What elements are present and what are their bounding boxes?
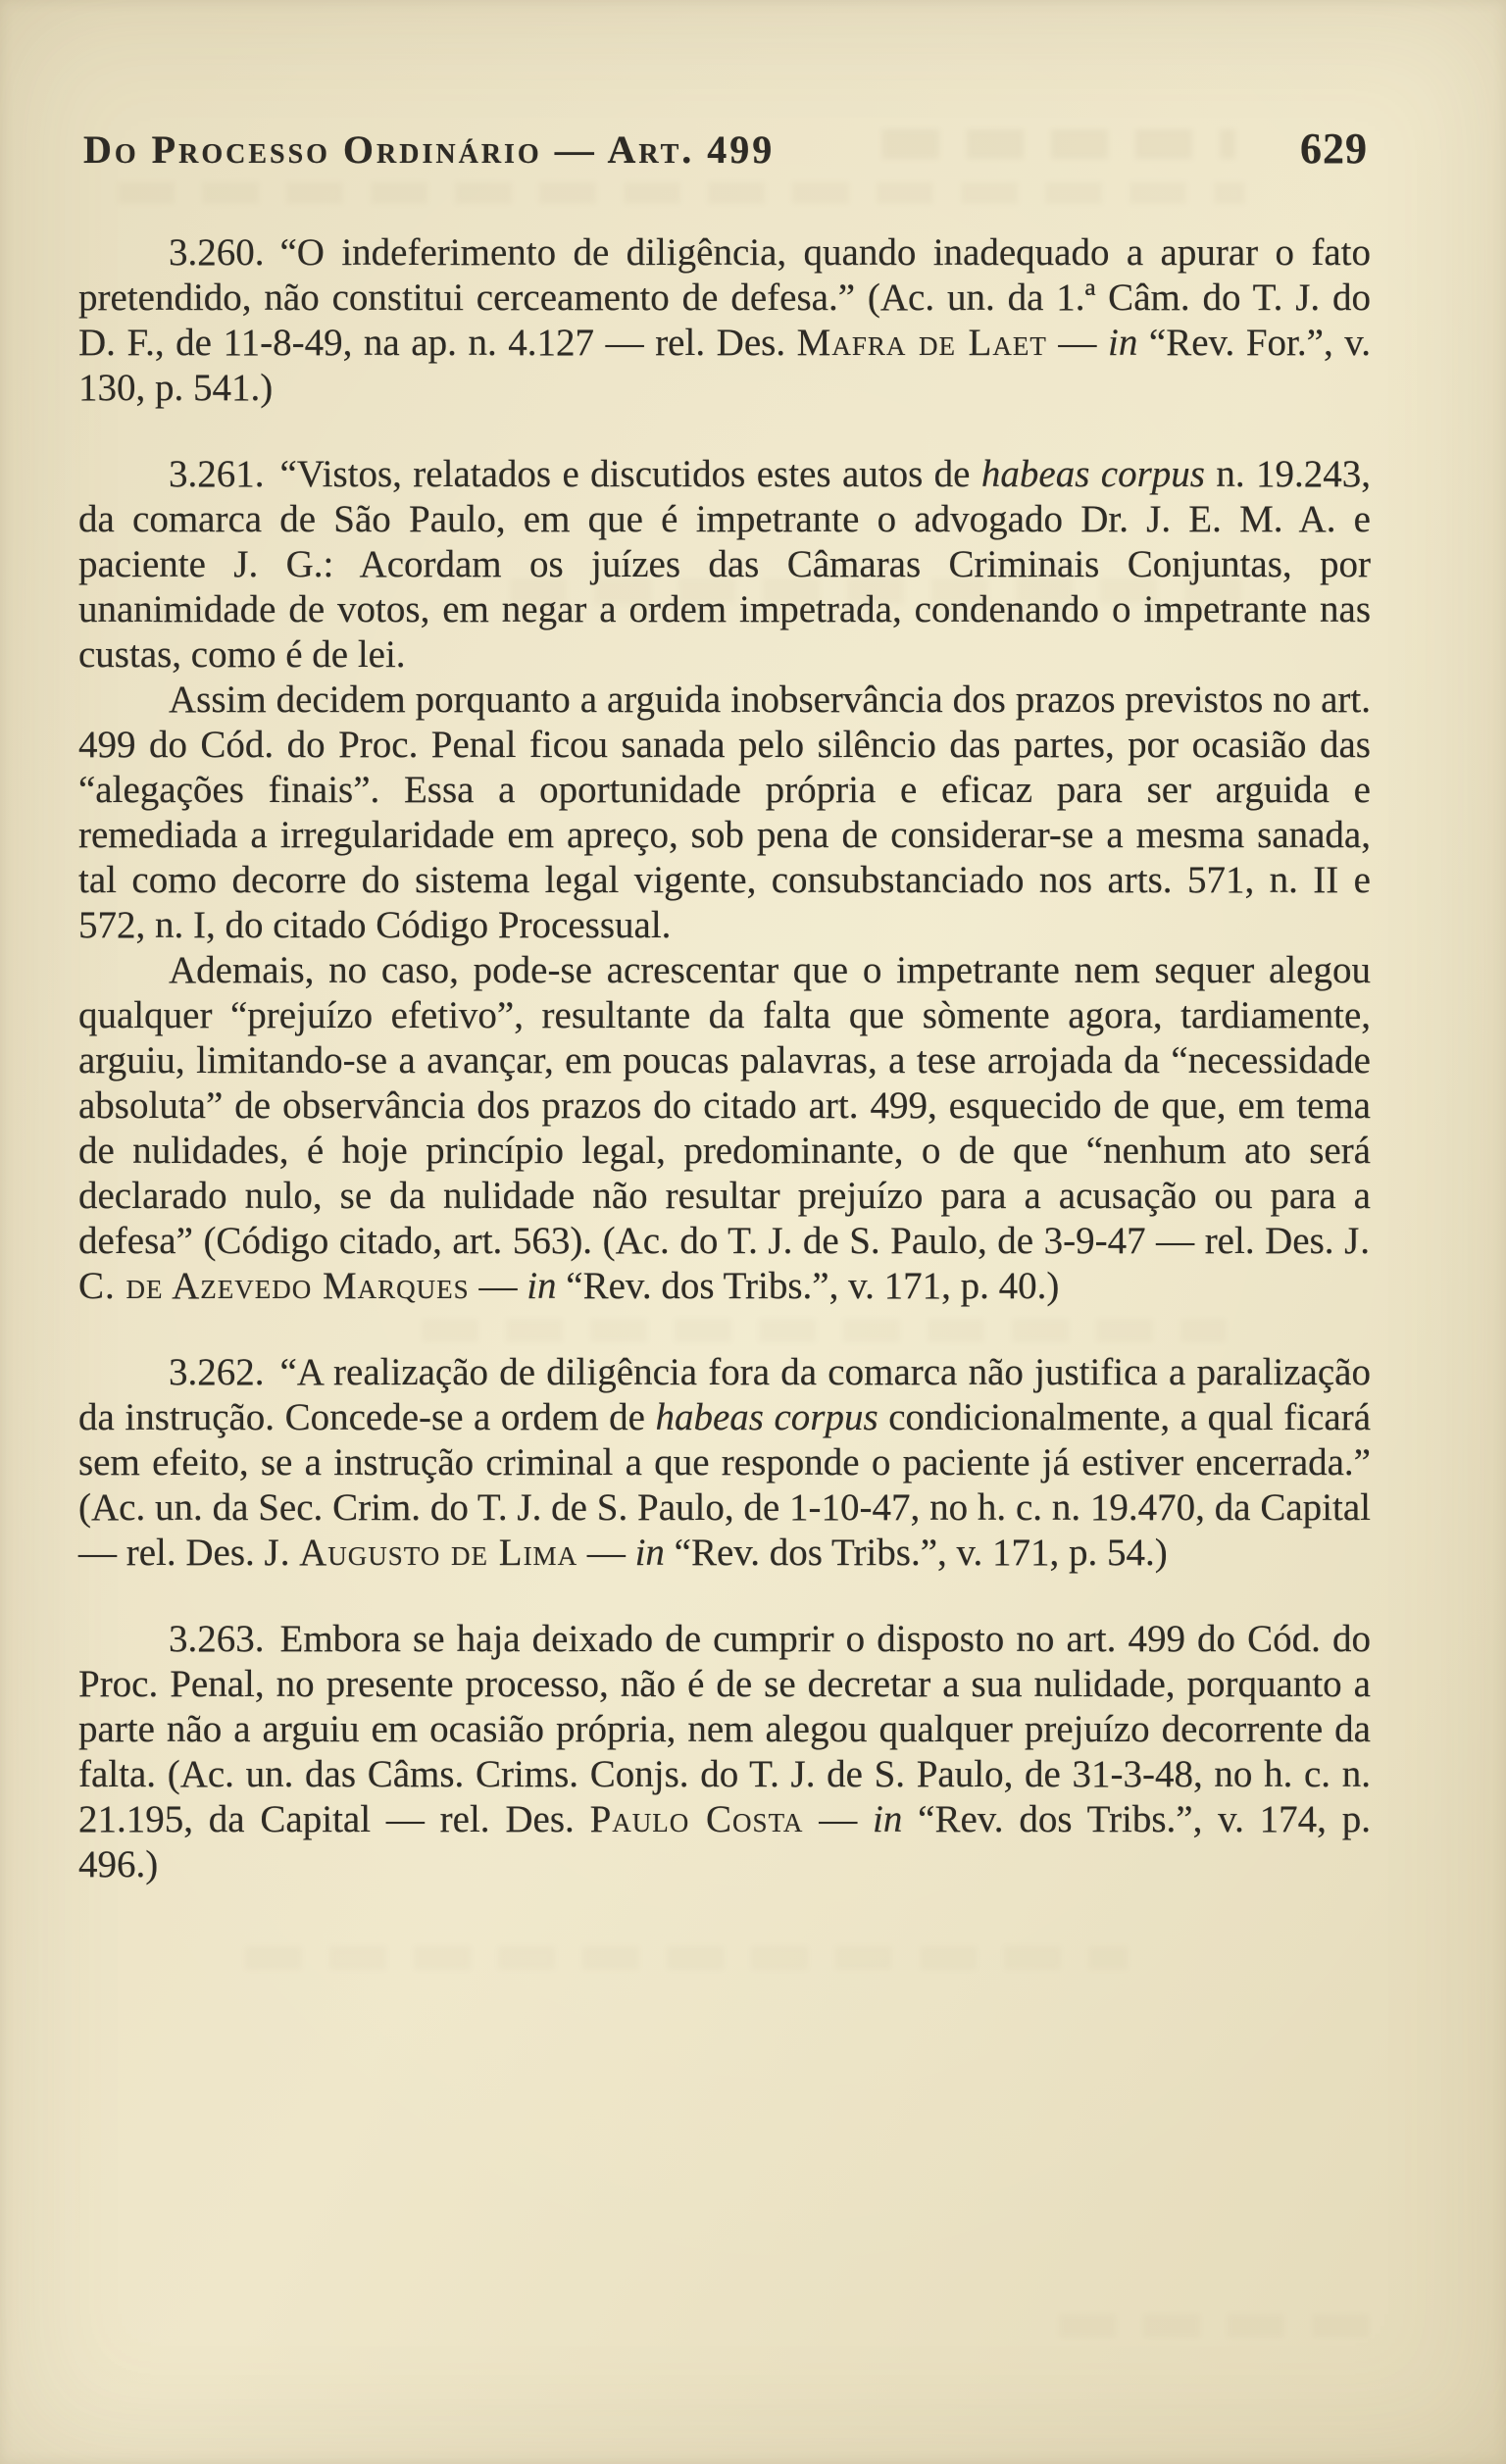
ink-bleedthrough — [245, 1946, 1128, 1970]
paragraph-3-261-ademais: Ademais, no caso, pode-se acrescentar que o impetrante nem sequer alegou qualquer “prejuízo efetivo”, resultante da falta que sòmente agora, tardiamente, arguiu, limitando-se a avançar, em poucas palavras, a tese arrojada da “necessidade absoluta” de observância dos prazos do citado art. 499, esquecido de que, em tema de nulidades, é hoje princípio legal, predominante, o de que “nenhum ato será declarado nulo, se da nulidade não resultar prejuízo para a acusação ou para a defesa” (Código citado, art. 563). (Ac. do T. J. de S. Paulo, de 3-9-47 — rel. Des. J. C. de Azevedo Marques — in “Rev. dos Tribs.”, v. 171, p. 40.) — [78, 949, 1371, 1307]
paragraph-3-263: 3.263. Embora se haja deixado de cumprir o disposto no art. 499 do Cód. do Proc. Penal, no presente processo, não é de se decretar a sua nulidade, porquanto a parte não a arguiu em ocasião própria, nem alegou qualquer prejuízo decorrente da falta. (Ac. un. das Câms. Crims. Conjs. do T. J. de S. Paulo, de 31-3-48, no h. c. n. 21.195, da Capital — rel. Des. Paulo Costa — in “Rev. dos Tribs.”, v. 174, p. 496.) — [78, 1618, 1371, 1886]
page-number: 629 — [1300, 125, 1368, 173]
paragraph-3-261: 3.261. “Vistos, relatados e discutidos estes autos de habeas corpus n. 19.243, da comarca de São Paulo, em que é impetrante o advogado Dr. J. E. M. A. e paciente J. G.: Acordam os juízes das Câmaras Criminais Conjuntas, por unanimidade de votos, em negar a ordem impetrada, condenando o impetrante nas custas, como é de lei. — [78, 453, 1371, 676]
running-header — [83, 124, 1368, 174]
chapter-title: Do Processo Ordinário — Art. 499 — [83, 127, 776, 172]
ink-bleedthrough — [118, 182, 1245, 204]
page-body — [78, 230, 1371, 1887]
paragraph-3-261-assim: Assim decidem porquanto a arguida inobservância dos prazos previstos no art. 499 do Cód. do Proc. Penal ficou sanada pelo silêncio das partes, por ocasião das “alegações finais”. Essa a oportunidade própria e eficaz para ser arguida e remediada a irregularidade em apreço, sob pena de considerar-se a mesma sanada, tal como decorre do sistema legal vigente, consubstanciado nos arts. 571, n. II e 572, n. I, do citado Código Processual. — [78, 679, 1371, 946]
paragraph-3-260: 3.260. “O indeferimento de diligência, quando inadequado a apurar o fato pretendido, não constitui cerceamento de defesa.” (Ac. un. da 1.ª Câm. do T. J. do D. F., de 11-8-49, na ap. n. 4.127 — rel. Des. Mafra de Laet — in “Rev. For.”, v. 130, p. 541.) — [78, 231, 1371, 409]
paragraph-3-262: 3.262. “A realização de diligência fora da comarca não justifica a paralização da instrução. Concede-se a ordem de habeas corpus condicionalmente, a qual ficará sem efeito, se a instrução criminal a que responde o paciente já estiver encerrada.” (Ac. un. da Sec. Crim. do T. J. de S. Paulo, de 1-10-47, no h. c. n. 19.470, da Capital — rel. Des. J. Augusto de Lima — in “Rev. dos Tribs.”, v. 171, p. 54.) — [78, 1351, 1372, 1574]
ink-bleedthrough — [1059, 2314, 1382, 2338]
